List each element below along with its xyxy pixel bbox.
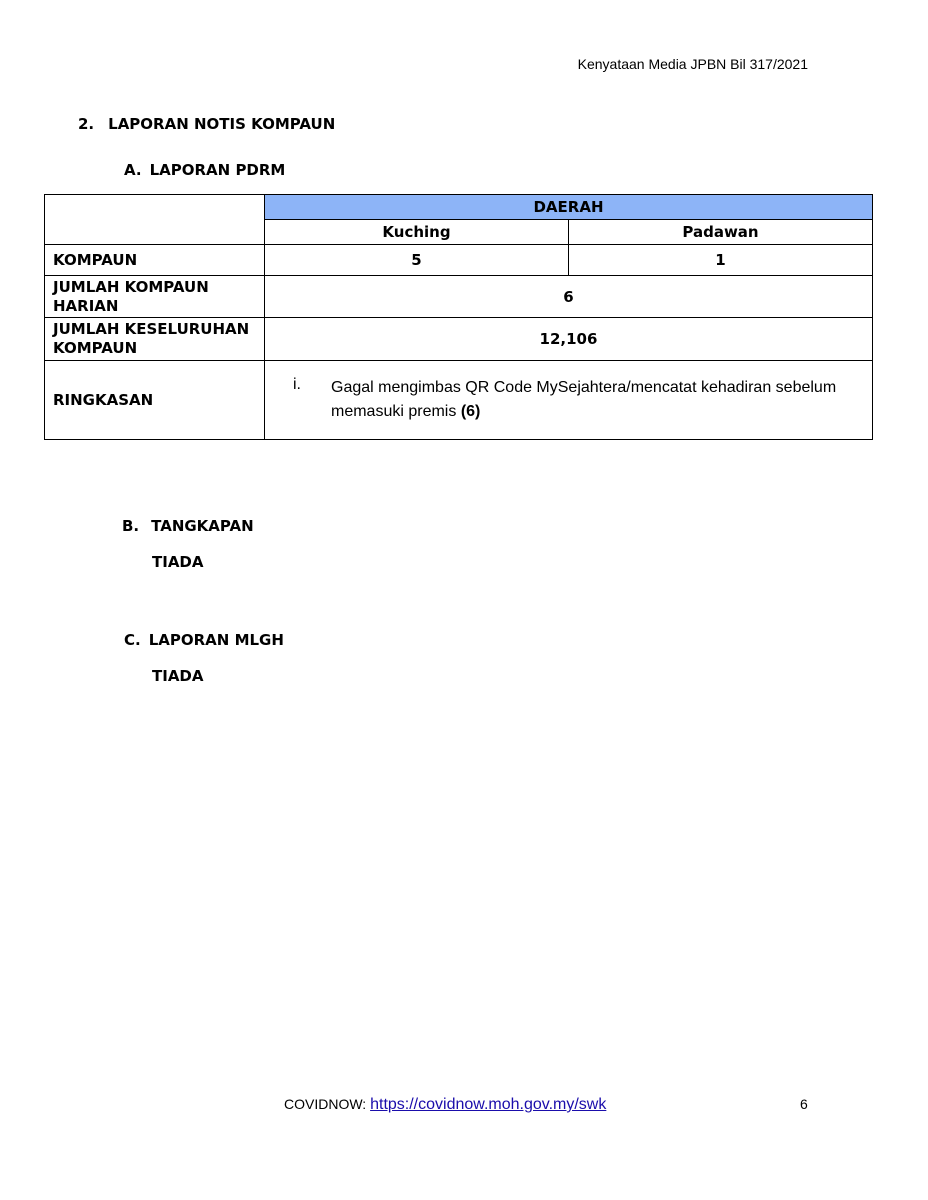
summary-item-body bbox=[331, 376, 864, 424]
daerah-header: DAERAH bbox=[265, 195, 873, 220]
document-reference: Kenyataan Media JPBN Bil 317/2021 bbox=[577, 56, 808, 72]
section-heading bbox=[78, 115, 335, 133]
subsection-b-title: TANGKAPAN bbox=[151, 517, 254, 535]
covidnow-link[interactable]: https://covidnow.moh.gov.my/swk bbox=[370, 1096, 607, 1113]
page-number: 6 bbox=[800, 1096, 808, 1112]
jumlah-keseluruhan-value: 12,106 bbox=[265, 318, 873, 361]
subsection-a-title: LAPORAN PDRM bbox=[149, 161, 286, 179]
subsection-a-letter: A. bbox=[124, 161, 142, 179]
subsection-c-title: LAPORAN MLGH bbox=[148, 631, 284, 649]
summary-item bbox=[273, 376, 864, 424]
jumlah-keseluruhan-label: JUMLAH KESELURUHAN KOMPAUN bbox=[45, 318, 265, 361]
jumlah-harian-label: JUMLAH KOMPAUN HARIAN bbox=[45, 276, 265, 318]
pdrm-report-table bbox=[44, 194, 873, 440]
footer bbox=[284, 1096, 606, 1114]
footer-prefix: COVIDNOW: bbox=[284, 1096, 367, 1112]
table-row bbox=[45, 276, 873, 318]
subsection-c-heading bbox=[124, 631, 284, 649]
subsection-c-status: TIADA bbox=[152, 667, 204, 685]
summary-item-text: Gagal mengimbas QR Code MySejahtera/mencatat kehadiran sebelum memasuki premis bbox=[331, 379, 837, 420]
table-row bbox=[45, 245, 873, 276]
kompaun-padawan-value: 1 bbox=[569, 245, 873, 276]
table-row bbox=[45, 195, 873, 220]
kompaun-kuching-value: 5 bbox=[265, 245, 569, 276]
empty-corner-cell bbox=[45, 195, 265, 245]
subsection-b-letter: B. bbox=[122, 517, 140, 535]
subsection-b-status: TIADA bbox=[152, 553, 204, 571]
subsection-b-heading bbox=[122, 517, 254, 535]
summary-item-count: (6) bbox=[460, 403, 481, 420]
district-padawan-header: Padawan bbox=[569, 220, 873, 245]
jumlah-harian-value: 6 bbox=[265, 276, 873, 318]
summary-item-number: i. bbox=[293, 376, 301, 393]
district-kuching-header: Kuching bbox=[265, 220, 569, 245]
ringkasan-label: RINGKASAN bbox=[45, 361, 265, 440]
section-number: 2. bbox=[78, 115, 95, 133]
table-row bbox=[45, 318, 873, 361]
subsection-a-heading bbox=[124, 161, 285, 179]
kompaun-label: KOMPAUN bbox=[45, 245, 265, 276]
section-title: LAPORAN NOTIS KOMPAUN bbox=[108, 115, 336, 133]
subsection-c-letter: C. bbox=[124, 631, 141, 649]
ringkasan-cell bbox=[265, 361, 873, 440]
table-row bbox=[45, 361, 873, 440]
